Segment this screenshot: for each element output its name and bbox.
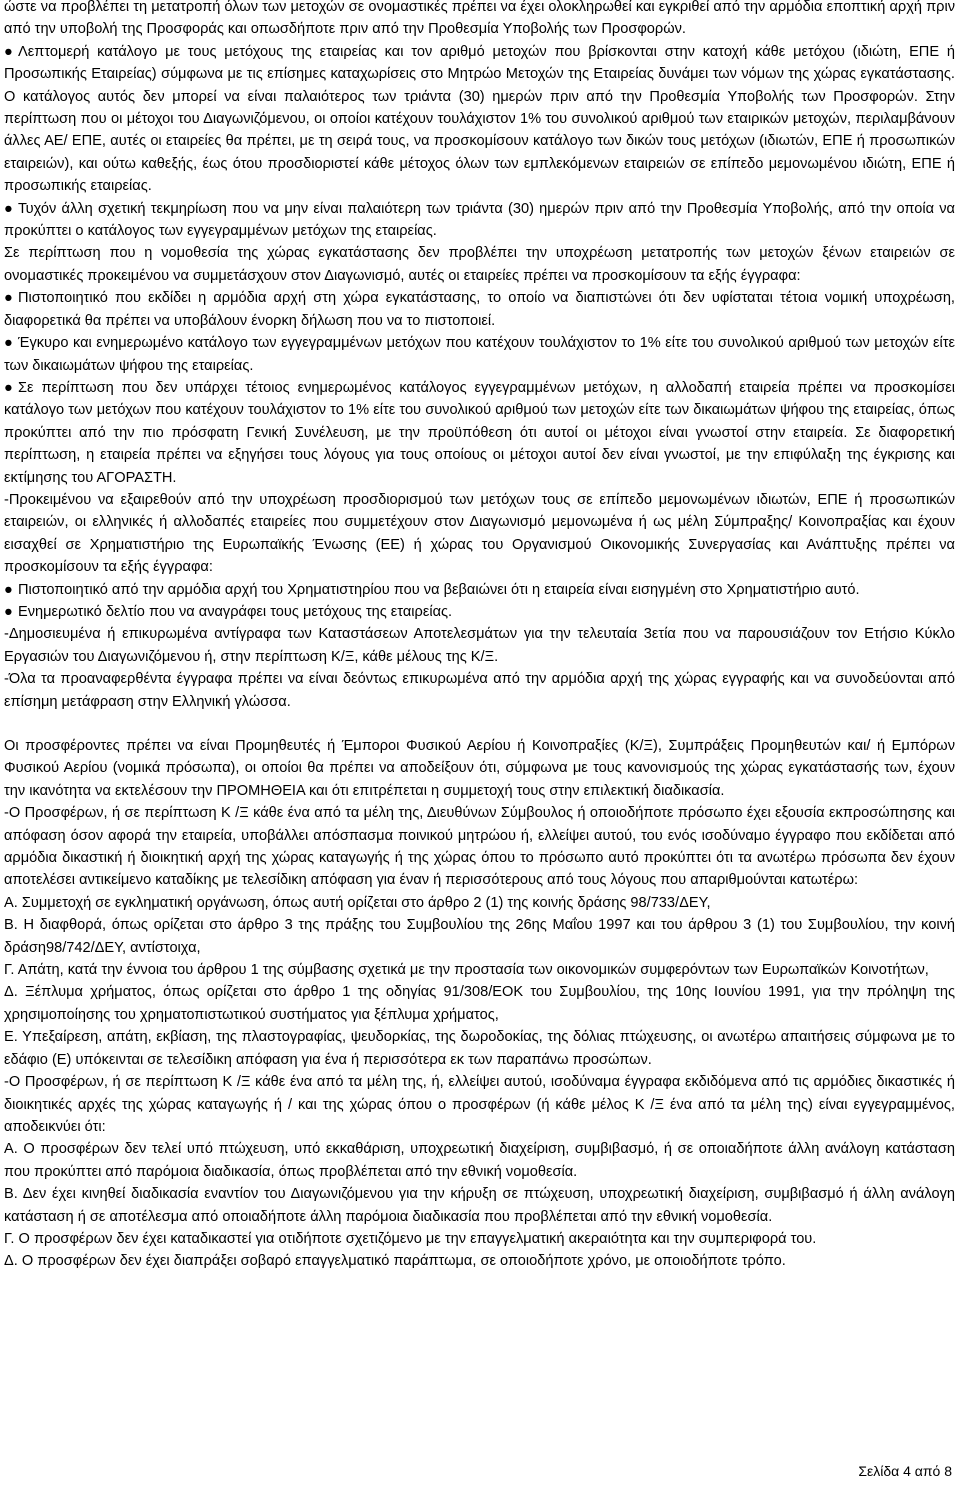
bullet-icon: ● [4, 200, 13, 217]
paragraph [4, 735, 955, 802]
bullet-icon: ● [4, 581, 13, 598]
paragraph [4, 914, 955, 959]
bullet-icon: ● [4, 379, 13, 396]
bullet-icon: ● [4, 43, 13, 60]
bullet-icon: ● [4, 603, 13, 620]
bullet-text: Έγκυρο και ενημερωμένο κατάλογο των εγγεγραμμένων μετόχων που κατέχουν τουλάχιστον το 1% είτε του συνολικού αριθμού των μετοχών είτε των δικαιωμάτων ψήφου της εταιρείας. [4, 335, 955, 374]
paragraph-text: Α. Ο προσφέρων δεν τελεί υπό πτώχευση, υπό εκκαθάριση, υποχρεωτική διαχείριση, συμβιβασμό, ή σε οποιαδήποτε άλλη ανάλογη κατάσταση που προκύπτει από παρόμοια διαδικασία, όπως προβλέπεται από την εθνική νομοθεσία. [4, 1141, 955, 1180]
bullet-item [4, 332, 955, 377]
bullet-item [4, 41, 955, 198]
bullet-item [4, 198, 955, 243]
paragraph-text: -Ο Προσφέρων, ή σε περίπτωση Κ /Ξ κάθε ένα από τα μέλη της, ή, ελλείψει αυτού, ισοδύναμα έγγραφα εκδιδόμενα από τις αρμόδιες δικαστικές ή διοικητικές αρχές της χώρας καταγωγής ή / και της χώρας όπου ο προσφέρων (ή κάθε μέλος Κ /Ξ ένα από τα μέλη της) είναι εγγεγραμμένος, αποδεικνύει ότι: [4, 1074, 955, 1135]
paragraph [4, 242, 955, 287]
document-body [4, 0, 955, 1273]
paragraph-text: ώστε να προβλέπει τη μετατροπή όλων των μετοχών σε ονομαστικές πρέπει να έχει ολοκληρωθεί και εγκριθεί από την αρμόδια εποπτική αρχή πριν από την υποβολή της Προσφοράς και οπωσδήποτε πριν από την Προθεσμία Υποβολής των Προσφορών. [4, 0, 955, 38]
paragraph [4, 1228, 955, 1250]
paragraph [4, 802, 955, 892]
paragraph [4, 1183, 955, 1228]
bullet-text: Σε περίπτωση που δεν υπάρχει τέτοιος ενημερωμένος κατάλογος εγγεγραμμένων μετόχων, η αλλοδαπή εταιρεία πρέπει να προσκομίσει κατάλογο των μετόχων που κατέχουν τουλάχιστον το 1% είτε του συνολικού αριθμού των μετοχών είτε των δικαιωμάτων ψήφου της εταιρείας, όπως προκύπτει από την πιο πρόσφατη Γενική Συνέλευση, με την προϋπόθεση ότι αυτοί οι μέτοχοι είναι γνωστοί στην εταιρεία. Σε διαφορετική περίπτωση, η εταιρεία πρέπει να εξηγήσει τους λόγους για τους οποίους οι μέτοχοι αυτοί δεν είναι γνωστοί, με την επιφύλαξη της έγκρισης και εκτίμησης του ΑΓΟΡΑΣΤΗ. [4, 379, 955, 486]
paragraph [4, 1138, 955, 1183]
paragraph-text: -Δημοσιευμένα ή επικυρωμένα αντίγραφα των Καταστάσεων Αποτελεσμάτων για την τελευταία 3ετία που να παρουσιάζουν τον Ετήσιο Κύκλο Εργασιών του Διαγωνιζόμενου ή, στην περίπτωση Κ/Ξ, κάθε μέλους της Κ/Ξ. [4, 626, 955, 665]
bullet-item [4, 377, 955, 489]
paragraph [4, 1250, 955, 1272]
paragraph-text: Β. Η διαφθορά, όπως ορίζεται στο άρθρο 3 της πράξης του Συμβουλίου της 26ης Μαΐου 1997 και του άρθρου 3 (1) του Συμβουλίου, την κοινή δράση98/742/ΔΕΥ, αντίστοιχα, [4, 917, 955, 956]
paragraph [4, 489, 955, 579]
paragraph-text: -Ο Προσφέρων, ή σε περίπτωση Κ /Ξ κάθε ένα από τα μέλη της, Διευθύνων Σύμβουλος ή οποιοδήποτε πρόσωπο έχει εξουσία εκπροσώπησης και απόφαση όσον αφορά την εταιρεία, υποβάλλει απόσπασμα ποινικού μητρώου ή, ελλείψει αυτού, του ενός ισοδύναμο έγγραφο που εκδίδεται από αρμόδια δικαστική ή διοικητική αρχή της χώρας καταγωγής ή της χώρας όπου το πρόσωπο αυτό προκύπτει ότι τα ανωτέρω πρόσωπα δεν έχουν αποτελέσει αντικείμενο καταδίκης με τελεσίδικη απόφαση για έναν ή περισσότερους από τους λόγους που απαριθμούνται κατωτέρω: [4, 805, 955, 889]
paragraph-text: Β. Δεν έχει κινηθεί διαδικασία εναντίον του Διαγωνιζόμενου για την κήρυξη σε πτώχευση, υποχρεωτική διαχείριση, συμβιβασμό ή άλλη ανάλογη κατάσταση ή σε αποτέλεσμα από οποιαδήποτε άλλη παρόμοια διαδικασία που προβλέπεται από την εθνική νομοθεσία. [4, 1186, 955, 1225]
paragraph-text: Α. Συμμετοχή σε εγκληματική οργάνωση, όπως αυτή ορίζεται στο άρθρο 2 (1) της κοινής δράσης 98/733/ΔΕΥ, [4, 894, 711, 911]
paragraph [4, 668, 955, 713]
paragraph-spacer [4, 713, 955, 735]
paragraph [4, 981, 955, 1026]
paragraph-text: Δ. Ο προσφέρων δεν έχει διαπράξει σοβαρό επαγγελματικό παράπτωμα, σε οποιοδήποτε χρόνο, με οποιοδήποτε τρόπο. [4, 1253, 786, 1270]
bullet-item [4, 287, 955, 332]
bullet-text: Τυχόν άλλη σχετική τεκμηρίωση που να μην είναι παλαιότερη των τριάντα (30) ημερών πριν από την Προθεσμία Υποβολής, από την οποία να προκύπτει ο κατάλογος των εγγεγραμμένων μετόχων της εταιρείας. [4, 200, 955, 240]
paragraph-text: Σε περίπτωση που η νομοθεσία της χώρας εγκατάστασης δεν προβλέπει την υποχρέωση μετατροπής των μετοχών ξένων εταιρειών σε ονομαστικές προκειμένου να συμμετάσχουν στον Διαγωνισμό, αυτές οι εταιρείες πρέπει να προσκομίσουν τα εξής έγγραφα: [4, 245, 955, 284]
paragraph-text: Γ. Ο προσφέρων δεν έχει καταδικαστεί για οτιδήποτε σχετιζόμενο με την επαγγελματική ακεραιότητα και την συμπεριφορά του. [4, 1230, 817, 1247]
paragraph-text: -Όλα τα προαναφερθέντα έγγραφα πρέπει να είναι δεόντως επικυρωμένα από την αρμόδια αρχή της χώρας εγγραφής και να συνοδεύονται από επίσημη μετάφραση στην Ελληνική γλώσσα. [4, 671, 955, 710]
page-number: Σελίδα 4 από 8 [858, 1463, 952, 1479]
paragraph-text: Οι προσφέροντες πρέπει να είναι Προμηθευτές ή Έμποροι Φυσικού Αερίου ή Κοινοπραξίες (Κ/Ξ), Συμπράξεις Προμηθευτών και/ ή Εμπόρων Φυσικού Αερίου (νομικά πρόσωπα), οι οποίοι θα πρέπει να αποδείξουν ότι, σύμφωνα με τους κανονισμούς της χώρας εγκατάστασής των, έχουν την ικανότητα να εκτελέσουν την ΠΡΟΜΗΘΕΙΑ και ότι επιτρέπεται η συμμετοχή τους στην επιλεκτική διαδικασία. [4, 738, 955, 799]
bullet-icon: ● [4, 335, 13, 352]
paragraph [4, 959, 955, 981]
bullet-text: Λεπτομερή κατάλογο με τους μετόχους της εταιρείας και τον αριθμό μετοχών που βρίσκονται στην κατοχή κάθε μετόχου (ιδιώτη, ΕΠΕ ή Προσωπικής Εταιρείας) σύμφωνα με τις επίσημες καταχωρίσεις στο Μητρώο Μετοχών της Εταιρείας δυνάμει των νόμων της χώρας εγκατάστασης. Ο κατάλογος αυτός δεν μπορεί να είναι παλαιότερος των τριάντα (30) ημερών πριν από την Προθεσμία Υποβολής των Προσφορών. Στην περίπτωση που οι μέτοχοι του Διαγωνιζόμενου, οι οποίοι κατέχουν τουλάχιστον 1% του συνολικού αριθμού των εταιρικών μετοχών, περιλαμβάνουν άλλες ΑΕ/ ΕΠΕ, αυτές οι εταιρείες θα πρέπει, με τη σειρά τους, να προσκομίσουν κατάλογο των δικών τους μετόχων (ιδιωτών, ΕΠΕ ή προσωπικών εταιρειών), και ούτω καθεξής, έως ότου προσδιοριστεί κάθε μέτοχος όλων των εμπλεκόμενων εταιρειών σε επίπεδο μεμονωμένου ιδιώτη, ΕΠΕ ή προσωπικής εταιρείας. [4, 43, 955, 195]
bullet-text: Πιστοποιητικό που εκδίδει η αρμόδια αρχή στη χώρα εγκατάστασης, το οποίο να διαπιστώνει ότι δεν υφίσταται τέτοια νομική υποχρέωση, διαφορετικά θα πρέπει να υποβάλουν ένορκη δήλωση που να το πιστοποιεί. [4, 290, 955, 329]
bullet-text: Ενημερωτικό δελτίο που να αναγράφει τους μετόχους της εταιρείας. [18, 603, 453, 620]
paragraph [4, 1071, 955, 1138]
paragraph [4, 1026, 955, 1071]
bullet-item [4, 579, 955, 601]
paragraph-text: -Προκειμένου να εξαιρεθούν από την υποχρέωση προσδιορισμού των μετόχων τους σε επίπεδο μεμονωμένων ιδιωτών, ΕΠΕ ή προσωπικών εταιρειών, οι ελληνικές ή αλλοδαπές εταιρείες που συμμετέχουν στον Διαγωνισμό μεμονωμένα ή ως μέλη Σύμπραξης/ Κοινοπραξίας και έχουν εισαχθεί σε Χρηματιστήριο της Ευρωπαϊκής Ένωσης (ΕΕ) ή χώρας του Οργανισμού Οικονομικής Συνεργασίας και Ανάπτυξης πρέπει να προσκομίσουν τα εξής έγγραφα: [4, 491, 955, 576]
paragraph-text: Δ. Ξέπλυμα χρήματος, όπως ορίζεται στο άρθρο 1 της οδηγίας 91/308/ΕΟΚ του Συμβουλίου, της 10ης Ιουνίου 1991, για την πρόληψη της χρησιμοποίησης του χρηματοπιστωτικού συστήματος για ξέπλυμα χρήματος, [4, 984, 955, 1023]
paragraph-text: Ε. Υπεξαίρεση, απάτη, εκβίαση, της πλαστογραφίας, ψευδορκίας, της δωροδοκίας, της δόλιας πτώχευσης, οι ανωτέρω απαιτήσεις σύμφωνα με το εδάφιο (Ε) υπόκεινται σε τελεσίδικη απόφαση για ένα ή περισσότερα εκ των παραπάνω προσώπων. [4, 1029, 955, 1068]
paragraph [4, 623, 955, 668]
paragraph [4, 892, 955, 914]
bullet-icon: ● [4, 290, 13, 307]
paragraph [4, 0, 955, 41]
paragraph-text: Γ. Απάτη, κατά την έννοια του άρθρου 1 της σύμβασης σχετικά με την προστασία των οικονομικών συμφερόντων των Ευρωπαϊκών Κοινοτήτων, [4, 962, 929, 979]
bullet-item [4, 601, 955, 623]
bullet-text: Πιστοποιητικό από την αρμόδια αρχή του Χρηματιστηρίου που να βεβαιώνει ότι η εταιρεία είναι εισηγμένη στο Χρηματιστήριο αυτό. [18, 581, 860, 598]
